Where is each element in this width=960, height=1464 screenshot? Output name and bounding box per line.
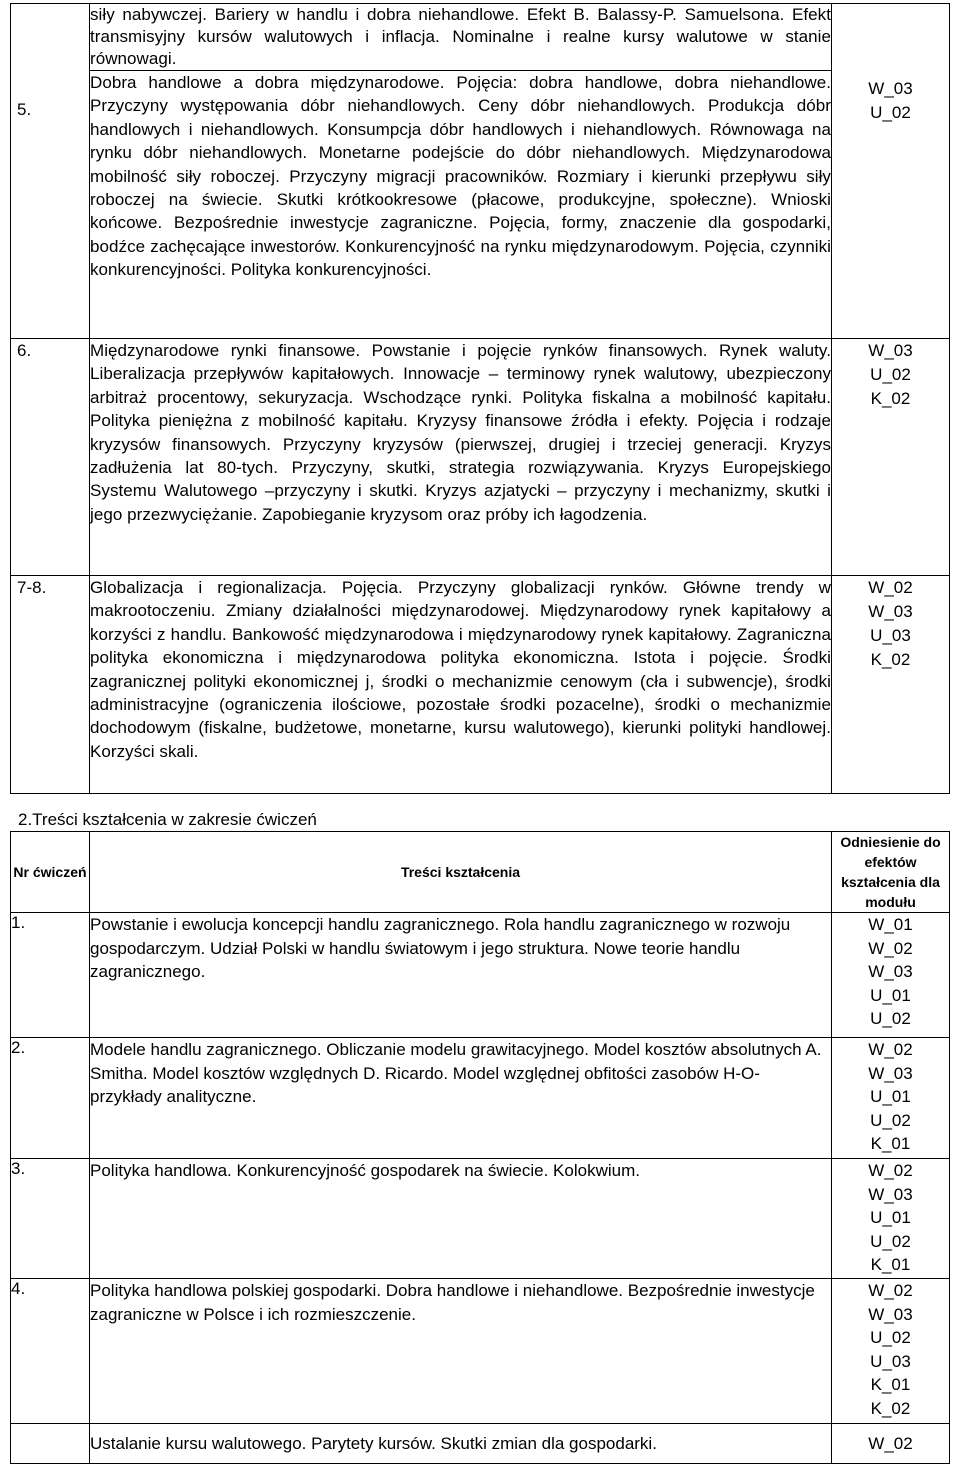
effect-code: U_02 — [870, 1009, 911, 1029]
content-text: Ustalanie kursu walutowego. Parytety kursów. Skutki zmian dla gospodarki. — [90, 1424, 832, 1464]
effect-code: U_02 — [870, 1231, 911, 1251]
row-number — [11, 71, 90, 339]
effect-code: U_02 — [870, 1110, 911, 1130]
effect-code: U_01 — [870, 1208, 911, 1228]
row-number-label: 6. — [17, 341, 32, 360]
effect-code: W_02 — [868, 1434, 913, 1453]
effect-code: K_02 — [870, 389, 911, 408]
effect-code: K_02 — [870, 650, 911, 669]
effects-cell — [832, 1038, 950, 1159]
effects-cell — [832, 1279, 950, 1424]
row-number — [11, 4, 90, 71]
table-row — [11, 1038, 950, 1159]
effect-code: W_03 — [868, 1063, 913, 1083]
effect-code: U_03 — [870, 1351, 911, 1371]
row-number: 3. — [11, 1159, 90, 1279]
effects-cell — [832, 576, 950, 794]
row-number: 2. — [11, 1038, 90, 1159]
content-text: Modele handlu zagranicznego. Obliczanie modelu grawitacyjnego. Model kosztów absolutnych A. Smitha. Model kosztów względnych D. Ricardo. Model względnej obfitości zasobów H-O- przykłady analityczne. — [90, 1038, 832, 1159]
effect-code: W_03 — [868, 341, 913, 360]
effects-cell — [832, 4, 950, 71]
content-text: Dobra handlowe a dobra międzynarodowe. Pojęcia: dobra handlowe, dobra niehandlowe. Przyczyny występowania dóbr niehandlowych. Ceny dóbr niehandlowych. Produkcja dóbr handlowych i niehandlowych. Konsumpcja dóbr handlowych i niehandlowych. Równowaga na rynku dóbr niehandlowych. Monetarne podejście do dóbr niehandlowych. Międzynarodowa mobilność siły roboczej. Przyczyny migracji pracowników. Rozmiary i kierunki przepływu siły roboczej na świecie. Skutki krótkookresowe (płacowe, produkcyjne, społeczne). Wnioski końcowe. Bezpośrednie inwestycje zagraniczne. Pojęcia, formy, znaczenie dla gospodarki, bodźce zachęcające inwestorów. Konkurencyjność na rynku międzynarodowym. Pojęcia, czynniki konkurencyjności. Polityka konkurencyjności. — [90, 71, 832, 339]
table-row — [11, 71, 950, 339]
lecture-content-table — [10, 3, 950, 794]
effect-code: K_01 — [870, 1134, 911, 1154]
row-number — [11, 339, 90, 576]
table-row — [11, 576, 950, 794]
effect-code: W_03 — [868, 1184, 913, 1204]
effects-cell — [832, 913, 950, 1038]
row-number — [11, 1424, 90, 1464]
effect-code: W_03 — [868, 602, 913, 621]
effects-cell — [832, 339, 950, 576]
effect-code: U_03 — [870, 626, 911, 645]
table-row — [11, 339, 950, 576]
effect-code: U_01 — [870, 1087, 911, 1107]
section-title: 2.Treści kształcenia w zakresie ćwiczeń — [18, 810, 317, 829]
effect-code: W_02 — [868, 938, 913, 958]
effect-code: W_02 — [868, 1281, 913, 1300]
header-number: Nr ćwiczeń — [11, 832, 90, 913]
effect-code: W_02 — [868, 1040, 913, 1059]
effect-code: W_02 — [868, 1161, 913, 1180]
effect-code: W_03 — [868, 1304, 913, 1324]
effect-code: W_03 — [868, 78, 913, 98]
content-text: Globalizacja i regionalizacja. Pojęcia. Przyczyny globalizacji rynków. Główne trendy w makrootoczeniu. Zmiany działalności międzynarodowej. Międzynarodowy rynek kapitałowy a korzyści z handlu. Bankowość międzynarodowa i międzynarodowy rynek kapitałowy. Zagraniczna polityka ekonomiczna i międzynarodowa polityka ekonomiczna. Istota i pojęcie. Środki zagranicznej polityki ekonomicznej j, środki o mechanizmie cenowym (cła i subwencje), środki administracyjne (ograniczenia ilościowe, pozostałe środki pozacelne), środki o mechanizmie dochodowym (fiskalne, budżetowe, monetarne, kursu walutowego), kierunki polityki handlowej. Korzyści skali. — [90, 576, 832, 794]
table-row — [11, 1159, 950, 1279]
row-number-label: 7-8. — [17, 578, 47, 597]
content-text: Polityka handlowa polskiej gospodarki. Dobra handlowe i niehandlowe. Bezpośrednie inwestycje zagraniczne w Polsce i ich rozmieszczenie. — [90, 1279, 832, 1424]
effects-cell — [832, 1424, 950, 1464]
content-text: Międzynarodowe rynki finansowe. Powstanie i pojęcie rynków finansowych. Rynek waluty. Liberalizacja przepływów kapitałowych. Innowacje – terminowy rynek walutowy, ubezpieczony arbitraż procentowy, sekuryzacja. Wschodzące rynki. Polityka fiskalna a mobilność kapitału. Polityka pieniężna z mobilność kapitału. Kryzysy finansowe źródła i efekty. Pojęcia i rodzaje kryzysów finansowych. Przyczyny kryzysów (pierwszej, drugiej i trzeciej generacji. Kryzys zadłużenia lat 80-tych. Przyczyny, skutki, strategia rozwiązywania. Kryzys Europejskiego Systemu Walutowego –przyczyny i skutki. Kryzys azjatycki – przyczyny i mechanizmy, skutki i jego przezwyciężanie. Zapobieganie kryzysom oraz próby ich łagodzenia. — [90, 339, 832, 576]
effect-code: K_01 — [870, 1255, 911, 1275]
content-text: siły nabywczej. Bariery w handlu i dobra niehandlowe. Efekt B. Balassy-P. Samuelsona. Efekt transmisyjny kursów walutowych i inflacja. Nominalne i realne kursy walutowe w stanie równowagi. — [90, 4, 832, 71]
effect-code: U_02 — [870, 102, 911, 122]
effect-code: K_01 — [870, 1375, 911, 1395]
header-content: Treści kształcenia — [90, 832, 832, 913]
effect-code: U_02 — [870, 365, 911, 384]
table-row — [11, 1424, 950, 1464]
effect-code: W_02 — [868, 578, 913, 597]
exercise-content-table — [10, 831, 950, 1464]
table-header-row — [11, 832, 950, 913]
row-number: 4. — [11, 1279, 90, 1424]
table-row — [11, 4, 950, 71]
table-row — [11, 913, 950, 1038]
content-text: Powstanie i ewolucja koncepcji handlu zagranicznego. Rola handlu zagranicznego w rozwoju gospodarczym. Udział Polski w handlu światowym i jego struktura. Nowe teorie handlu zagranicznego. — [90, 913, 832, 1038]
effect-code: K_02 — [870, 1398, 911, 1418]
table-row — [11, 1279, 950, 1424]
effects-cell — [832, 71, 950, 339]
effect-code: W_01 — [868, 915, 913, 934]
effect-code: U_01 — [870, 985, 911, 1005]
header-effects: Odniesienie do efektów kształcenia dla modułu — [832, 832, 950, 913]
effect-code: W_03 — [868, 962, 913, 982]
effects-cell — [832, 1159, 950, 1279]
row-number: 1. — [11, 913, 90, 1038]
row-number — [11, 576, 90, 794]
row-number-label: 5. — [17, 99, 32, 119]
effect-code: U_02 — [870, 1328, 911, 1348]
content-text: Polityka handlowa. Konkurencyjność gospodarek na świecie. Kolokwium. — [90, 1159, 832, 1279]
